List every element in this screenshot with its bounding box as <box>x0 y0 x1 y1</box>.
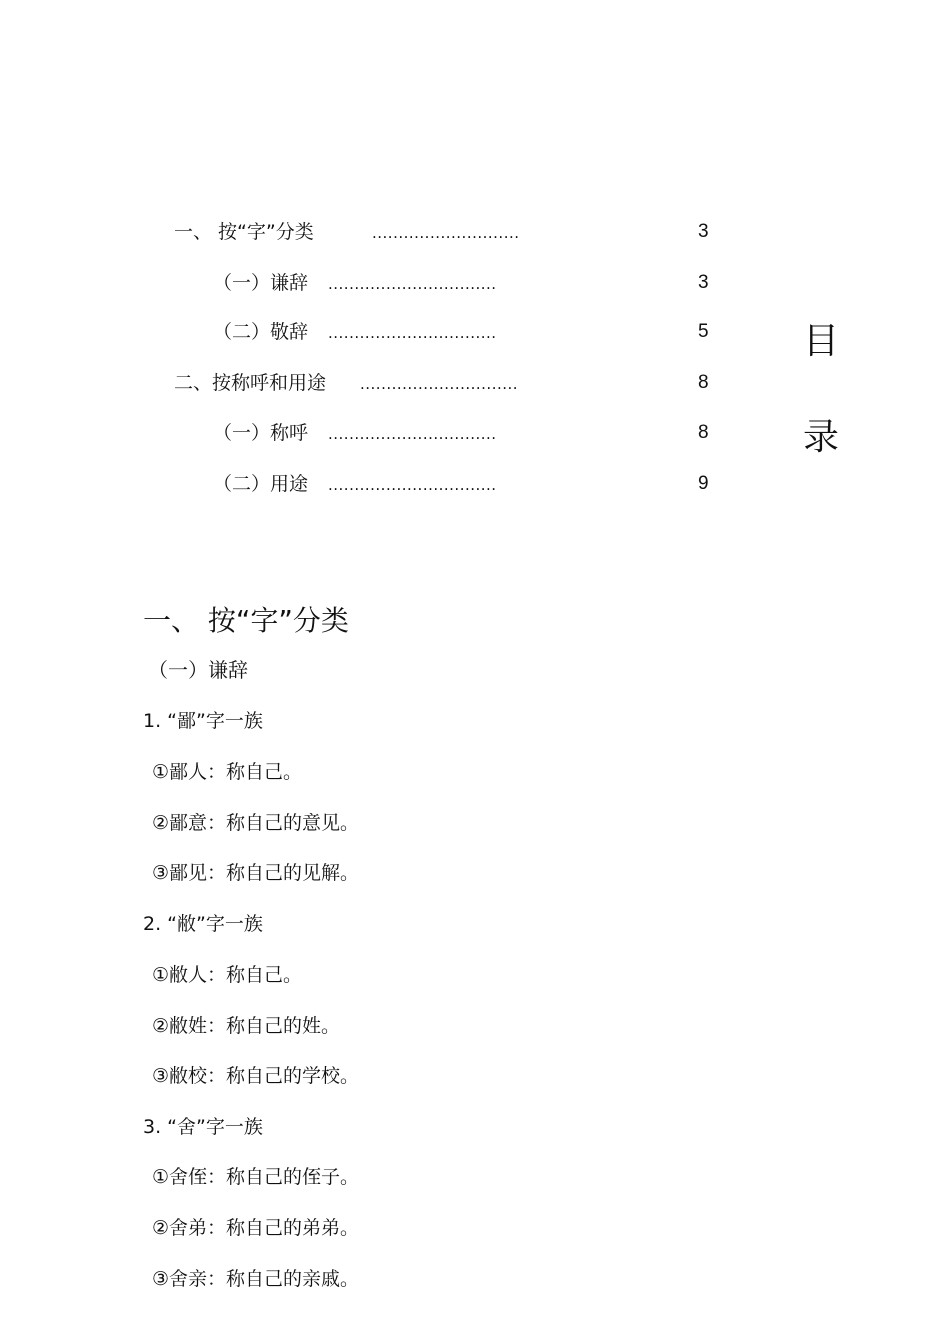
list-item: ①鄙人：称自己。 <box>152 761 303 783</box>
toc-title-char: 录 <box>803 417 840 458</box>
toc-entry-label[interactable]: 二、按称呼和用途 <box>174 372 327 394</box>
toc-page-number[interactable]: 8 <box>698 372 709 393</box>
list-item: ③鄙见：称自己的见解。 <box>152 862 360 884</box>
toc-entry-label[interactable]: （二）用途 <box>213 473 309 495</box>
list-item: ②鄙意：称自己的意见。 <box>152 812 360 834</box>
group-heading: 3. “舍”字一族 <box>143 1116 263 1138</box>
list-item: ①敝人：称自己。 <box>152 964 303 986</box>
toc-leader-dots: ................................ <box>328 275 497 293</box>
subsection-title: （一）谦辞 <box>148 658 248 682</box>
toc-leader-dots: ............................ <box>372 224 520 242</box>
toc-page-number[interactable]: 5 <box>698 321 709 342</box>
list-item: ①舍侄：称自己的侄子。 <box>152 1166 360 1188</box>
toc-entry-label[interactable]: （二）敬辞 <box>213 321 309 343</box>
toc-entry-label[interactable]: （一）谦辞 <box>213 272 309 294</box>
toc-leader-dots: ................................ <box>328 476 497 494</box>
toc-page-number[interactable]: 3 <box>698 272 709 293</box>
toc-page-number[interactable]: 8 <box>698 422 709 443</box>
toc-leader-dots: ................................ <box>328 324 497 342</box>
toc-title-char: 目 <box>803 321 840 362</box>
toc-leader-dots: ................................ <box>328 425 497 443</box>
section-title: 一、 按“字”分类 <box>143 604 349 637</box>
toc-leader-dots: .............................. <box>360 375 519 393</box>
toc-entry-label[interactable]: （一）称呼 <box>213 422 309 444</box>
toc-entry-label[interactable]: 一、 按“字”分类 <box>174 221 314 243</box>
group-heading: 1. “鄙”字一族 <box>143 710 263 732</box>
group-heading: 2. “敝”字一族 <box>143 913 263 935</box>
list-item: ②舍弟：称自己的弟弟。 <box>152 1217 360 1239</box>
list-item: ③舍亲：称自己的亲戚。 <box>152 1268 360 1290</box>
toc-page-number[interactable]: 9 <box>698 473 709 494</box>
list-item: ②敝姓：称自己的姓。 <box>152 1015 341 1037</box>
toc-page-number[interactable]: 3 <box>698 221 709 242</box>
list-item: ③敝校：称自己的学校。 <box>152 1065 360 1087</box>
